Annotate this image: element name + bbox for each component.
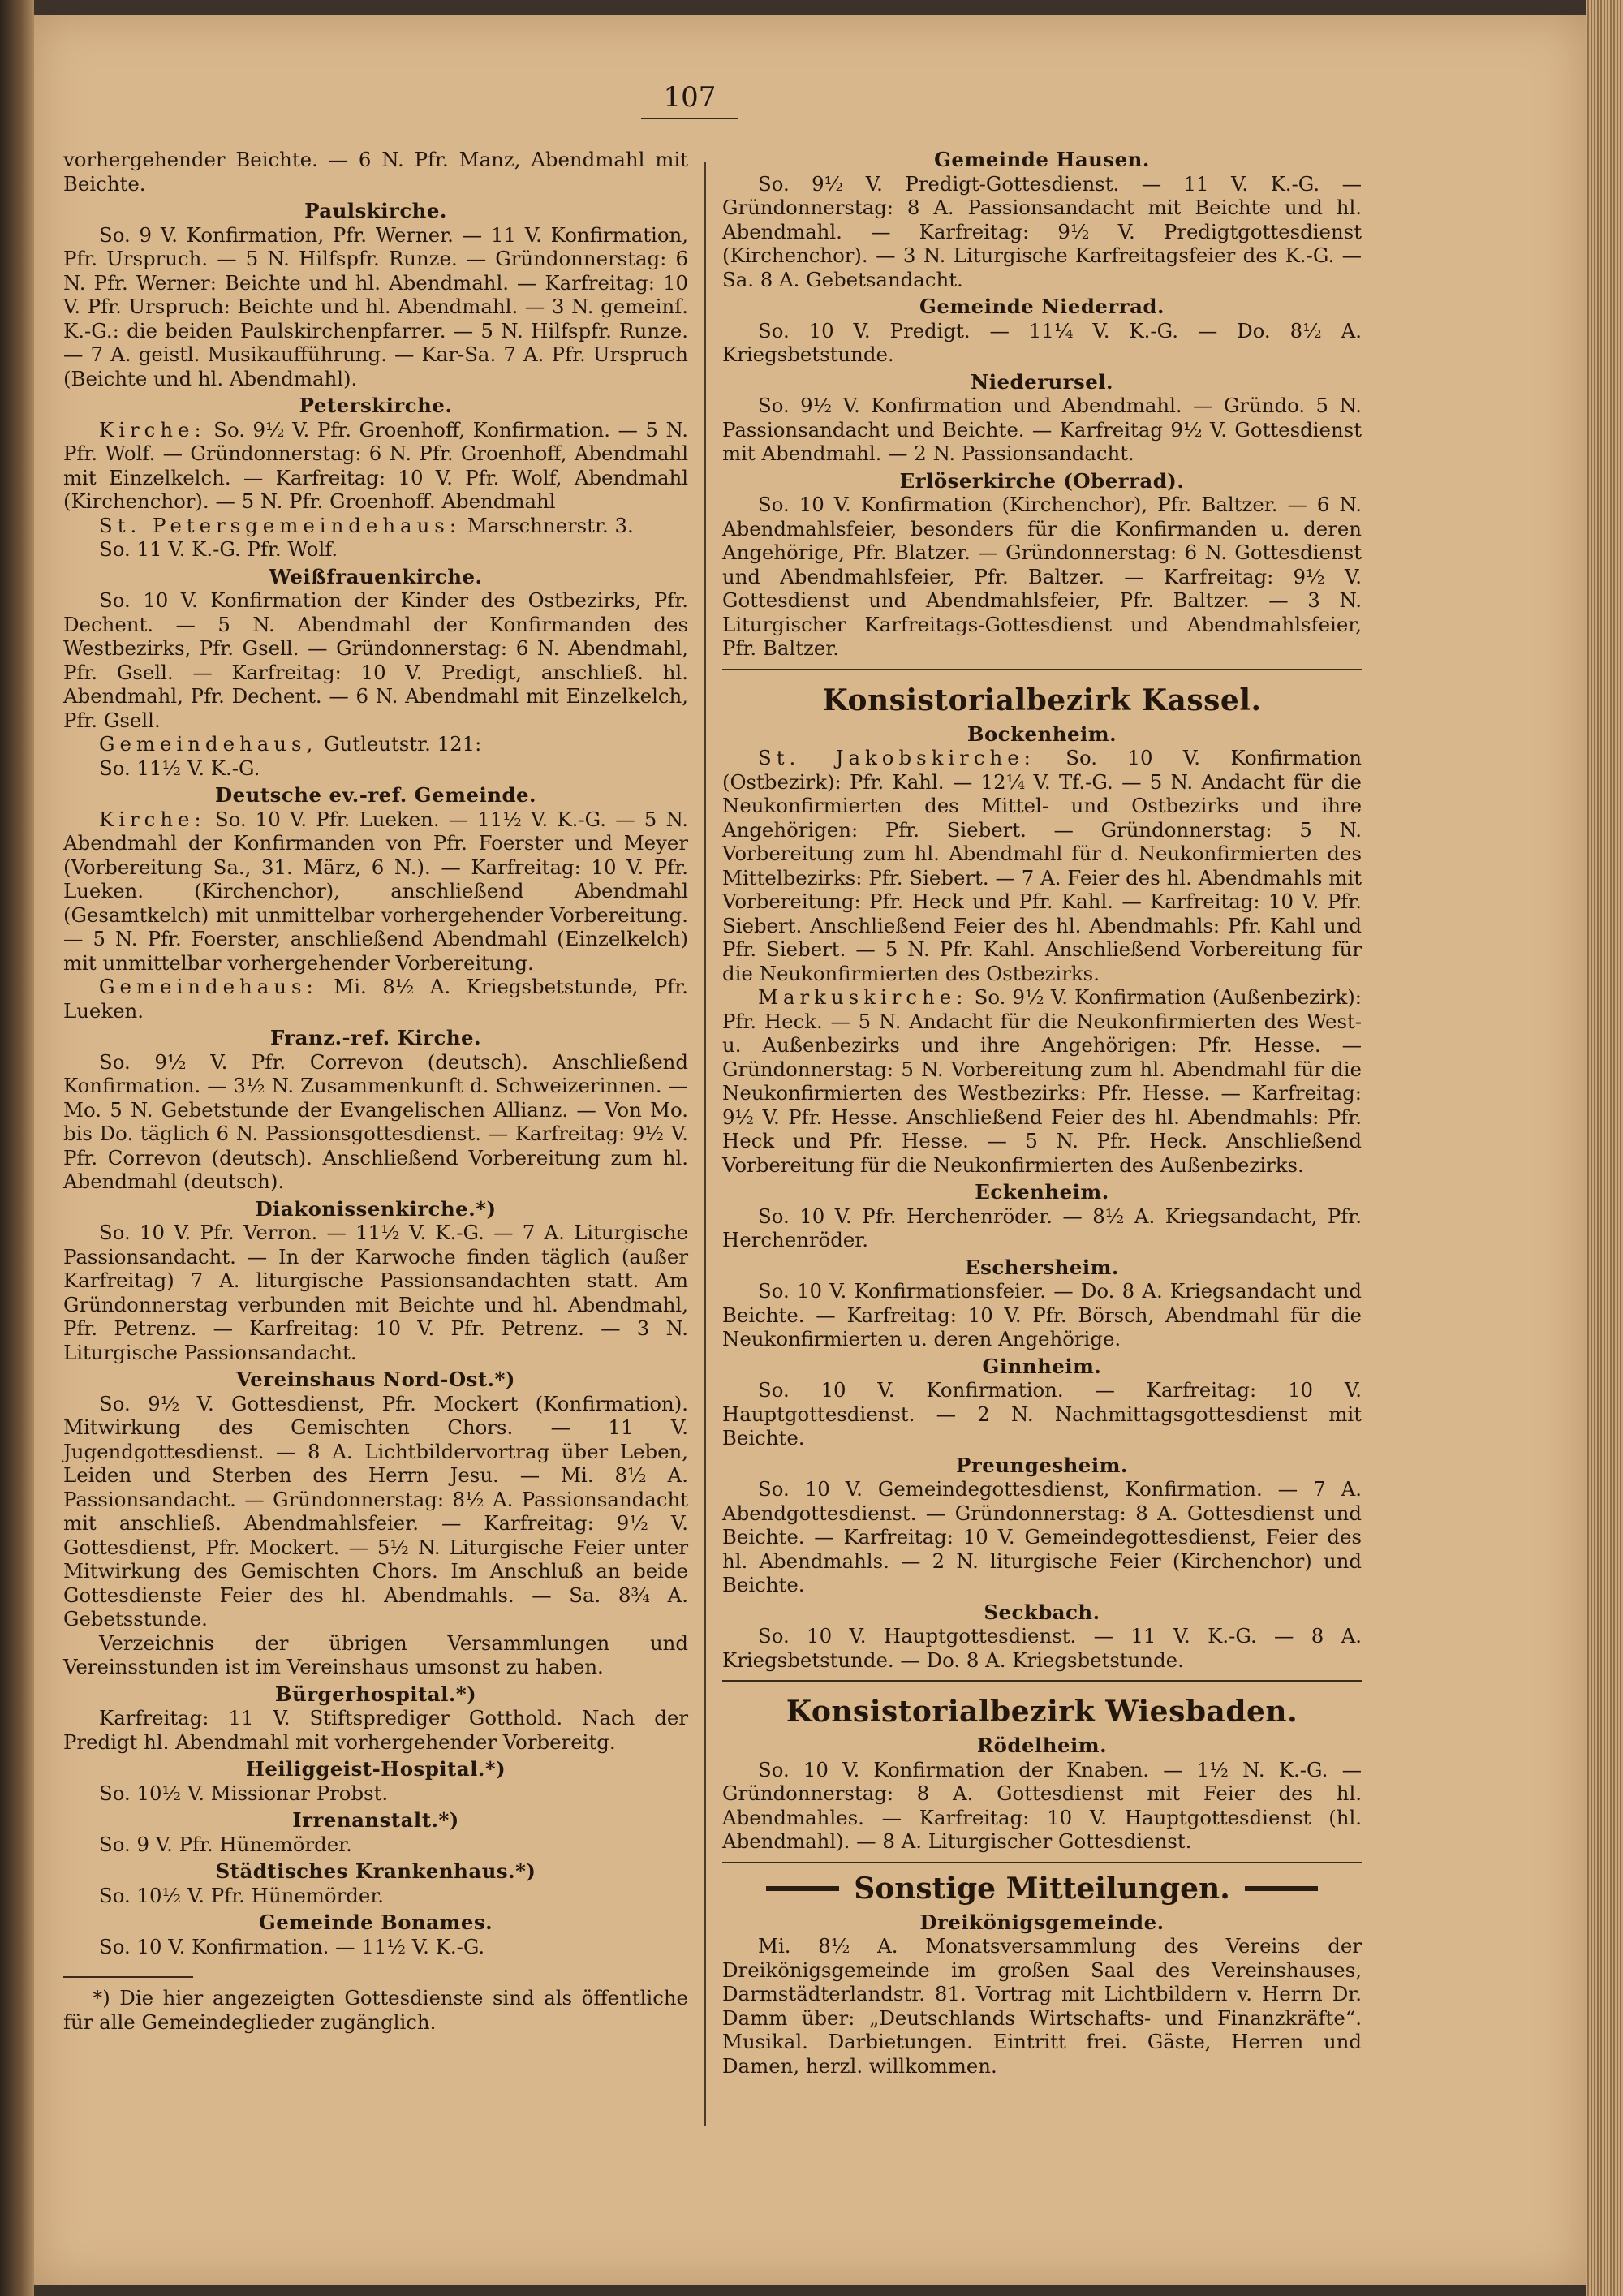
spaced-label: St. Jakobskirche: [758, 746, 1035, 769]
spaced-label: Kirche: [99, 807, 206, 831]
section-heading: Rödelheim. [976, 1734, 1108, 1757]
paragraph: So. 11 V. K.-G. Pfr. Wolf. [99, 537, 338, 561]
spaced-label: Kirche: [99, 417, 206, 442]
section-heading: Diakonissenkirche.*) [255, 1196, 497, 1221]
paragraph-text: So. 9½ V. Konfirmation (Außenbezirk): Pfr. Heck. — 5 N. Andacht für die Neukonfirmierten des West- u. Außenbezirks und ihre Angehörigen: Pfr. Hesse. — Gründonnerstag: 5 N. Vorbereitung zum hl. Abendmahl für die Neukonfirmierten des Westbezirks: Pfr. Hesse. — Karfreitag: 9½ V. Pfr. Hesse. Anschließend Feier des hl. Abendmahls: Pfr. Heck und Pfr. Hesse. — 5 N. Pfr. Heck. Anschließend Vorbereitung für die Neukonfirmierten des Außenbezirks. [722, 985, 1362, 1177]
paragraph: So. 9 V. Pfr. Hünemörder. [99, 1832, 352, 1856]
banner-heading [722, 1870, 1362, 1907]
paragraph-text: Mi. 8½ A. Kriegsbetstunde, Pfr. Lueken. [63, 975, 688, 1023]
paragraph: Karfreitag: 11 V. Stiftsprediger Gotthold. Nach der Predigt hl. Abendmahl mit vorhergehender Vorbereitg. [63, 1706, 688, 1754]
page-number: 107 [663, 81, 717, 114]
column-divider [704, 162, 706, 2126]
paragraph: So. 10 V. Pfr. Herchenröder. — 8½ A. Kriegsandacht, Pfr. Herchenröder. [722, 1204, 1362, 1251]
left-column [63, 148, 688, 2034]
section-heading: Städtisches Krankenhaus.*) [215, 1859, 536, 1883]
spaced-label: Markuskirche: [758, 985, 968, 1009]
section-heading: Weißfrauenkirche. [269, 564, 483, 588]
paragraph: So. 9½ V. Pfr. Correvon (deutsch). Anschließend Konfirmation. — 3½ N. Zusammenkunft d. Schweizerinnen. — Mo. 5 N. Gebetstunde der Evangelischen Allianz. — Von Mo. bis Do. täglich 6 N. Passionsgottesdienst. — Karfreitag: 9½ V. Pfr. Correvon (deutsch). Anschließend Vorbereitung zum hl. Abendmahl (deutsch). [63, 1049, 688, 1193]
banner-bar-right [1245, 1886, 1318, 1891]
section-rule [722, 1680, 1362, 1682]
spaced-label: Gemeindehaus, [99, 732, 318, 756]
paragraph: So. 10 V. Predigt. — 11¼ V. K.-G. — Do. 8½ A. Kriegsbetstunde. [722, 318, 1362, 366]
section-heading: Franz.-ref. Kirche. [269, 1026, 482, 1049]
paragraph: So. 10½ V. Missionar Probst. [99, 1781, 389, 1805]
paragraph: So. 10 V. Konfirmationsfeier. — Do. 8 A. Kriegsandacht und Beichte. — Karfreitag: 10 V. Pfr. Börsch, Abendmahl für die Neukonfirmierten u. deren Angehörige. [722, 1279, 1362, 1350]
section-heading: Gemeinde Niederrad. [919, 295, 1165, 318]
spaced-label: St. Petersgemeindehaus: [99, 513, 462, 537]
paragraph-text: So. 10 V. Pfr. Lueken. — 11½ V. K.-G. — 5 N. Abendmahl der Konfirmanden von Pfr. Foerster und Meyer (Vorbereitung Sa., 31. März, 6 N.). — Karfreitag: 10 V. Pfr. Lueken. (Kirchenchor), anschließend Abendmahl (Gesamtkelch) mit unmittelbar vorhergehender Vorbereitung. — 5 N. Pfr. Foerster, anschließend Abendmahl (Einzelkelch) mit unmittelbar vorhergehender Vorbereitung. [63, 807, 688, 975]
footnote-rule [63, 1976, 193, 1978]
banner-title: Sonstige Mitteilungen. [854, 1871, 1230, 1906]
paragraph [63, 975, 688, 1023]
paragraph: Mi. 8½ A. Monatsversammlung des Vereins der Dreikönigsgemeinde im großen Saal des Vereinshauses, Darmstädterlandstr. 81. Vortrag mit Lichtbildern v. Herrn Dr. Damm über: „Deutschlands Wirtschafts- und Finanzkräfte“. Musikal. Darbietungen. Eintritt frei. Gäste, Herren und Damen, herzl. willkommen. [722, 1934, 1362, 2078]
section-rule [722, 1862, 1362, 1863]
paragraph: So. 9½ V. Gottesdienst, Pfr. Mockert (Konfirmation). Mitwirkung des Gemischten Chors. — 11 V. Jugendgottesdienst. — 8 A. Lichtbildervortrag über Leben, Leiden und Sterben des Herrn Jesu. — Mi. 8½ A. Passionsandacht. — Gründonnerstag: 8½ A. Passionsandacht mit anschließ. Abendmahlsfeier. — Karfreitag: 9½ V. Gottesdienst, Pfr. Mockert. — 5½ N. Liturgische Feier unter Mitwirkung des Gemischten Chors. Im Anschluß an beide Gottesdienste Feier des hl. Abendmahls. — Sa. 8¾ A. Gebetsstunde. [63, 1391, 688, 1630]
paragraph: So. 9 V. Konfirmation, Pfr. Werner. — 11 V. Konfirmation, Pfr. Urspruch. — 5 N. Hilfspfr. Runze. — Gründonnerstag: 6 N. Pfr. Werner: Beichte und hl. Abendmahl. — Karfreitag: 10 V. Pfr. Urspruch: Beichte und hl. Abendmahl. — 3 N. gemeinſ. K.-G.: die beiden Paulskirchenpfarrer. — 5 N. Hilfspfr. Runze. — 7 A. geistl. Musikaufführung. — Kar-Sa. 7 A. Pfr. Urspruch (Beichte und hl. Abendmahl). [63, 222, 688, 390]
book-binding-left [0, 0, 34, 2296]
paragraph: So. 10 V. Hauptgottesdienst. — 11 V. K.-G. — 8 A. Kriegsbetstunde. — Do. 8 A. Kriegsbetstunde. [722, 1624, 1362, 1672]
section-heading: Eckenheim. [975, 1180, 1109, 1204]
district-heading: Konsistorialbezirk Kassel. [822, 683, 1262, 717]
paragraph: So. 10½ V. Pfr. Hünemörder. [99, 1883, 385, 1907]
paragraph [63, 418, 688, 514]
section-heading: Seckbach. [984, 1600, 1100, 1624]
district-heading: Konsistorialbezirk Wiesbaden. [786, 1695, 1298, 1729]
paragraph: vorhergehender Beichte. — 6 N. Pfr. Manz, Abendmahl mit Beichte. [63, 148, 688, 196]
paragraph-text: Marschnerstr. 3. [461, 513, 634, 537]
page-edges-right [1586, 0, 1623, 2296]
footnote: *) Die hier angezeigten Gottesdienste sind als öffentliche für alle Gemeindeglieder zugänglich. [63, 1986, 688, 2034]
section-heading: Vereinshaus Nord-Ost.*) [236, 1368, 515, 1391]
section-heading: Niederursel. [970, 369, 1114, 394]
section-heading: Peterskirche. [299, 394, 453, 417]
paragraph: So. 10 V. Konfirmation. — Karfreitag: 10 V. Hauptgottesdienst. — 2 N. Nachmittagsgottesdienst mit Beichte. [722, 1378, 1362, 1450]
paragraph [63, 514, 688, 538]
section-heading: Eschersheim. [965, 1255, 1119, 1279]
paragraph-text: Gutleutstr. 121: [317, 732, 482, 756]
paragraph: So. 10 V. Pfr. Verron. — 11½ V. K.-G. — 7 A. Liturgische Passionsandacht. — In der Karwoche finden täglich (außer Karfreitag) 7 A. liturgische Passionsandachten statt. Am Gründonnerstag verbunden mit Beichte und hl. Abendmahl, Pfr. Petrenz. — Karfreitag: 10 V. Pfr. Petrenz. — 3 N. Liturgische Passionsandacht. [63, 1221, 688, 1364]
paragraph [63, 808, 688, 976]
paragraph: So. 10 V. Konfirmation. — 11½ V. K.-G. [99, 1934, 485, 1958]
paragraph: So. 10 V. Konfirmation (Kirchenchor), Pfr. Baltzer. — 6 N. Abendmahlsfeier, besonders für die Konfirmanden u. deren Angehörige, Pfr. Blatzer. — Gründonnerstag: 6 N. Gottesdienst und Abendmahlsfeier, Pfr. Baltzer. — Karfreitag: 9½ V. Gottesdienst und Abendmahlsfeier, Pfr. Baltzer. — 3 N. Liturgischer Karfreitags-Gottesdienst und Abendmahlsfeier, Pfr. Baltzer. [722, 493, 1362, 660]
paragraph-text: So. 10 V. Konfirmation (Ostbezirk): Pfr. Kahl. — 12¼ V. Tf.-G. — 5 N. Andacht für die Neukonfirmierten des Mittel- und Ostbezirks und ihre Angehörigen: Pfr. Siebert. — Gründonnerstag: 5 N. Vorbereitung zum hl. Abendmahl für d. Neukonfirmierten des Mittelbezirks: Pfr. Siebert. — 7 A. Feier des hl. Abendmahls mit Vorbereitung: Pfr. Heck und Pfr. Kahl. — Karfreitag: 10 V. Pfr. Siebert. Anschließend Feier des hl. Abendmahls: Pfr. Kahl und Pfr. Siebert. — 5 N. Pfr. Kahl. Anschließend Vorbereitung für die Neukonfirmierten des Ostbezirks. [722, 746, 1362, 985]
paragraph: Verzeichnis der übrigen Versammlungen und Vereinsstunden ist im Vereinshaus umsonst zu haben. [63, 1630, 688, 1678]
paragraph [63, 732, 688, 756]
paragraph: So. 9½ V. Konfirmation und Abendmahl. — Gründo. 5 N. Passionsandacht und Beichte. — Karfreitag 9½ V. Gottesdienst mit Abendmahl. — 2 N. Passionsandacht. [722, 394, 1362, 465]
paragraph: So. 10 V. Gemeindegottesdienst, Konfirmation. — 7 A. Abendgottesdienst. — Gründonnerstag: 8 A. Gottesdienst und Beichte. — Karfreitag: 10 V. Gemeindegottesdienst, Feier des hl. Abendmahls. — 2 N. liturgische Feier (Kirchenchor) und Beichte. [722, 1477, 1362, 1596]
section-rule [722, 669, 1362, 670]
paragraph: So. 11½ V. K.-G. [99, 756, 260, 780]
spaced-label: Gemeindehaus: [99, 975, 318, 998]
section-heading: Heiliggeist-Hospital.*) [245, 1757, 506, 1781]
section-heading: Preungesheim. [956, 1453, 1128, 1477]
paragraph: So. 10 V. Konfirmation der Kinder des Ostbezirks, Pfr. Dechent. — 5 N. Abendmahl der Konfirmanden des Westbezirks, Pfr. Gsell. — Gründonnerstag: 6 N. Abendmahl, Pfr. Gsell. — Karfreitag: 10 V. Predigt, anschließ. hl. Abendmahl, Pfr. Dechent. — 6 N. Abendmahl mit Einzelkelch, Pfr. Gsell. [63, 588, 688, 732]
paragraph: So. 10 V. Konfirmation der Knaben. — 1½ N. K.-G. — Gründonnerstag: 8 A. Gottesdienst mit Feier des hl. Abendmahles. — Karfreitag: 10 V. Hauptgottesdienst (hl. Abendmahl). — 8 A. Liturgischer Gottesdienst. [722, 1757, 1362, 1853]
paragraph: So. 9½ V. Predigt-Gottesdienst. — 11 V. K.-G. — Gründonnerstag: 8 A. Passionsandacht mit Beichte und hl. Abendmahl. — Karfreitag: 9½ V. Predigtgottesdienst (Kirchenchor). — 3 N. Liturgische Karfreitagsfeier des K.-G. — Sa. 8 A. Gebetsandacht. [722, 171, 1362, 291]
paragraph [722, 746, 1362, 985]
section-heading: Deutsche ev.-ref. Gemeinde. [214, 783, 537, 807]
section-heading: Ginnheim. [982, 1354, 1102, 1378]
section-heading: Gemeinde Bonames. [258, 1910, 493, 1934]
page-number-rule [641, 118, 738, 119]
section-heading: Dreikönigsgemeinde. [919, 1910, 1165, 1934]
banner-bar-left [766, 1886, 839, 1891]
section-heading: Irrenanstalt.*) [292, 1808, 459, 1832]
section-heading: Gemeinde Hausen. [934, 148, 1150, 171]
paragraph-text: So. 9½ V. Pfr. Groenhoff, Konfirmation. — 5 N. Pfr. Wolf. — Gründonnerstag: 6 N. Pfr. Groenhoff, Abendmahl mit Einzelkelch. — Karfreitag: 10 V. Pfr. Wolf, Abendmahl (Kirchenchor). — 5 N. Pfr. Groenhoff. Abendmahl [63, 417, 688, 513]
paragraph [722, 985, 1362, 1177]
section-heading: Bockenheim. [966, 722, 1117, 746]
right-column [722, 148, 1362, 2078]
section-heading: Paulskirche. [304, 199, 447, 222]
section-heading: Erlöserkirche (Oberrad). [899, 468, 1185, 493]
section-heading: Bürgerhospital.*) [274, 1682, 477, 1706]
